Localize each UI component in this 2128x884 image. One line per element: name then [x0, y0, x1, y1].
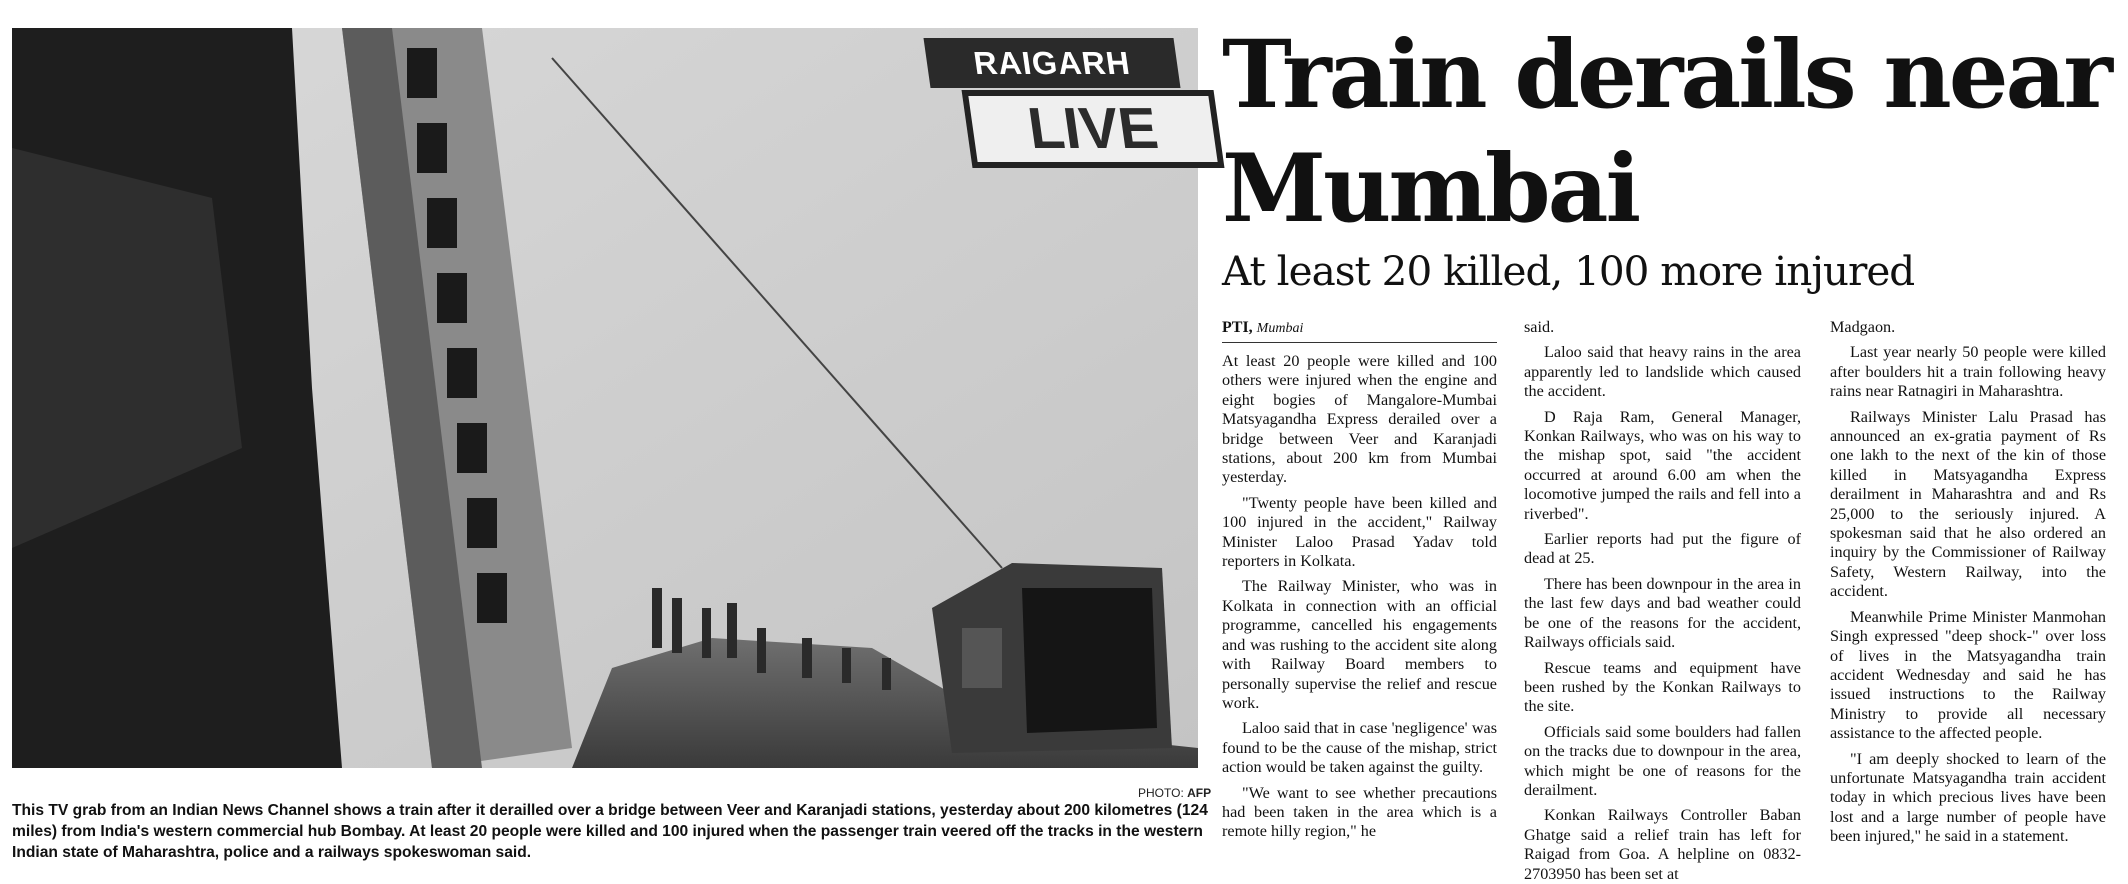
tv-channel-logo	[927, 38, 1217, 163]
paragraph: Rescue teams and equipment have been rushed by the Konkan Railways to the site.	[1524, 658, 1801, 716]
subheadline: At least 20 killed, 100 more injured	[1222, 247, 1915, 295]
byline	[1222, 318, 1497, 343]
paragraph: Earlier reports had put the figure of dead at 25.	[1524, 530, 1801, 568]
paragraph: Laloo said that in case 'negligence' was found to be the cause of the mishap, strict action would be taken against the guilty.	[1222, 719, 1497, 777]
paragraph: Officials said some boulders had fallen on the tracks due to downpour in the area, which might be one of reasons for the derailment.	[1524, 722, 1801, 799]
live-badge: LIVE	[962, 90, 1225, 168]
paragraph: Last year nearly 50 people were killed after boulders hit a train following heavy rains near Ratnagiri in Maharashtra.	[1830, 343, 2106, 401]
paragraph: Railways Minister Lalu Prasad has announced an ex-gratia payment of Rs one lakh to the next of the kin of those killed in Matsyagandha Express derailment in Maharashtra and and Rs 25,000 to the seriously injured. A spokesman said that he also ordered an inquiry by the Commissioner of Railway Safety, Western Railway, into the accident.	[1830, 407, 2106, 601]
paragraph: "Twenty people have been killed and 100 injured in the accident," Railway Minister Laloo Prasad Yadav told reporters in Kolkata.	[1222, 493, 1497, 571]
paragraph: At least 20 people were killed and 100 others were injured when the engine and eight bogies of Mangalore-Mumbai Matsyagandha Express derailed over a bridge between Veer and Karanjadi stations, about 200 km from Mumbai yesterday.	[1222, 352, 1497, 487]
photo-credit-label: PHOTO:	[1138, 786, 1184, 800]
news-photo	[12, 28, 1198, 768]
photo-caption: This TV grab from an Indian News Channel shows a train after it derailled over a bridge between Veer and Karanjadi stations, yesterday about 200 kilometres (124 miles) from India's western commercial hub Bombay. At least 20 people were killed and 100 injured when the passenger train veered off the tracks in the western Indian state of Maharashtra, police and a railways spokeswoman said.	[12, 802, 1208, 861]
article-column-2	[1524, 318, 1801, 883]
paragraph: Konkan Railways Controller Baban Ghatge said a relief train has left for Raigad from Goa. A helpline on 0832-2703950 has been set at	[1524, 806, 1801, 883]
article-column-3	[1830, 318, 2106, 866]
paragraph: Meanwhile Prime Minister Manmohan Singh expressed "deep shock-" over loss of lives in the Matsyagandha train accident Wednesday and said he has issued instructions to the Railway Ministry to provide all necessary assistance to the affected people.	[1830, 607, 2106, 743]
channel-name: RAIGARH	[923, 38, 1180, 88]
paragraph: D Raja Ram, General Manager, Konkan Railways, who was on his way to the mishap spot, said "the accident occurred at around 6.00 am when the locomotive jumped the rails and fell into a riverbed".	[1524, 407, 1801, 523]
paragraph-continuation: said.	[1524, 318, 1555, 336]
paragraph: Laloo said that heavy rains in the area apparently led to landslide which caused the accident.	[1524, 343, 1801, 401]
article-column-1	[1222, 318, 1497, 866]
byline-agency: PTI,	[1222, 319, 1253, 336]
byline-place: Mumbai	[1256, 321, 1304, 336]
paragraph: There has been downpour in the area in the last few days and bad weather could be one of the reasons for the accident, Railways officials said.	[1524, 574, 1801, 652]
photo-credit	[1138, 786, 1212, 800]
headline: Train derails near Mumbai	[1222, 20, 2110, 244]
paragraph: The Railway Minister, who was in Kolkata in connection with an official programme, cancelled his engagements and was rushing to the accident site along with Railway Board members to personally supervise the relief and rescue work.	[1222, 577, 1497, 712]
paragraph-continuation: Madgaon.	[1830, 318, 1896, 336]
paragraph: "We want to see whether precautions had been taken in the area which is a remote hilly region," he	[1222, 783, 1497, 841]
photo-credit-source: AFP	[1187, 786, 1212, 800]
paragraph: "I am deeply shocked to learn of the unfortunate Matsyagandha train accident today in which precious lives have been lost and a large number of people have been injured," he said in a statement.	[1830, 749, 2106, 846]
